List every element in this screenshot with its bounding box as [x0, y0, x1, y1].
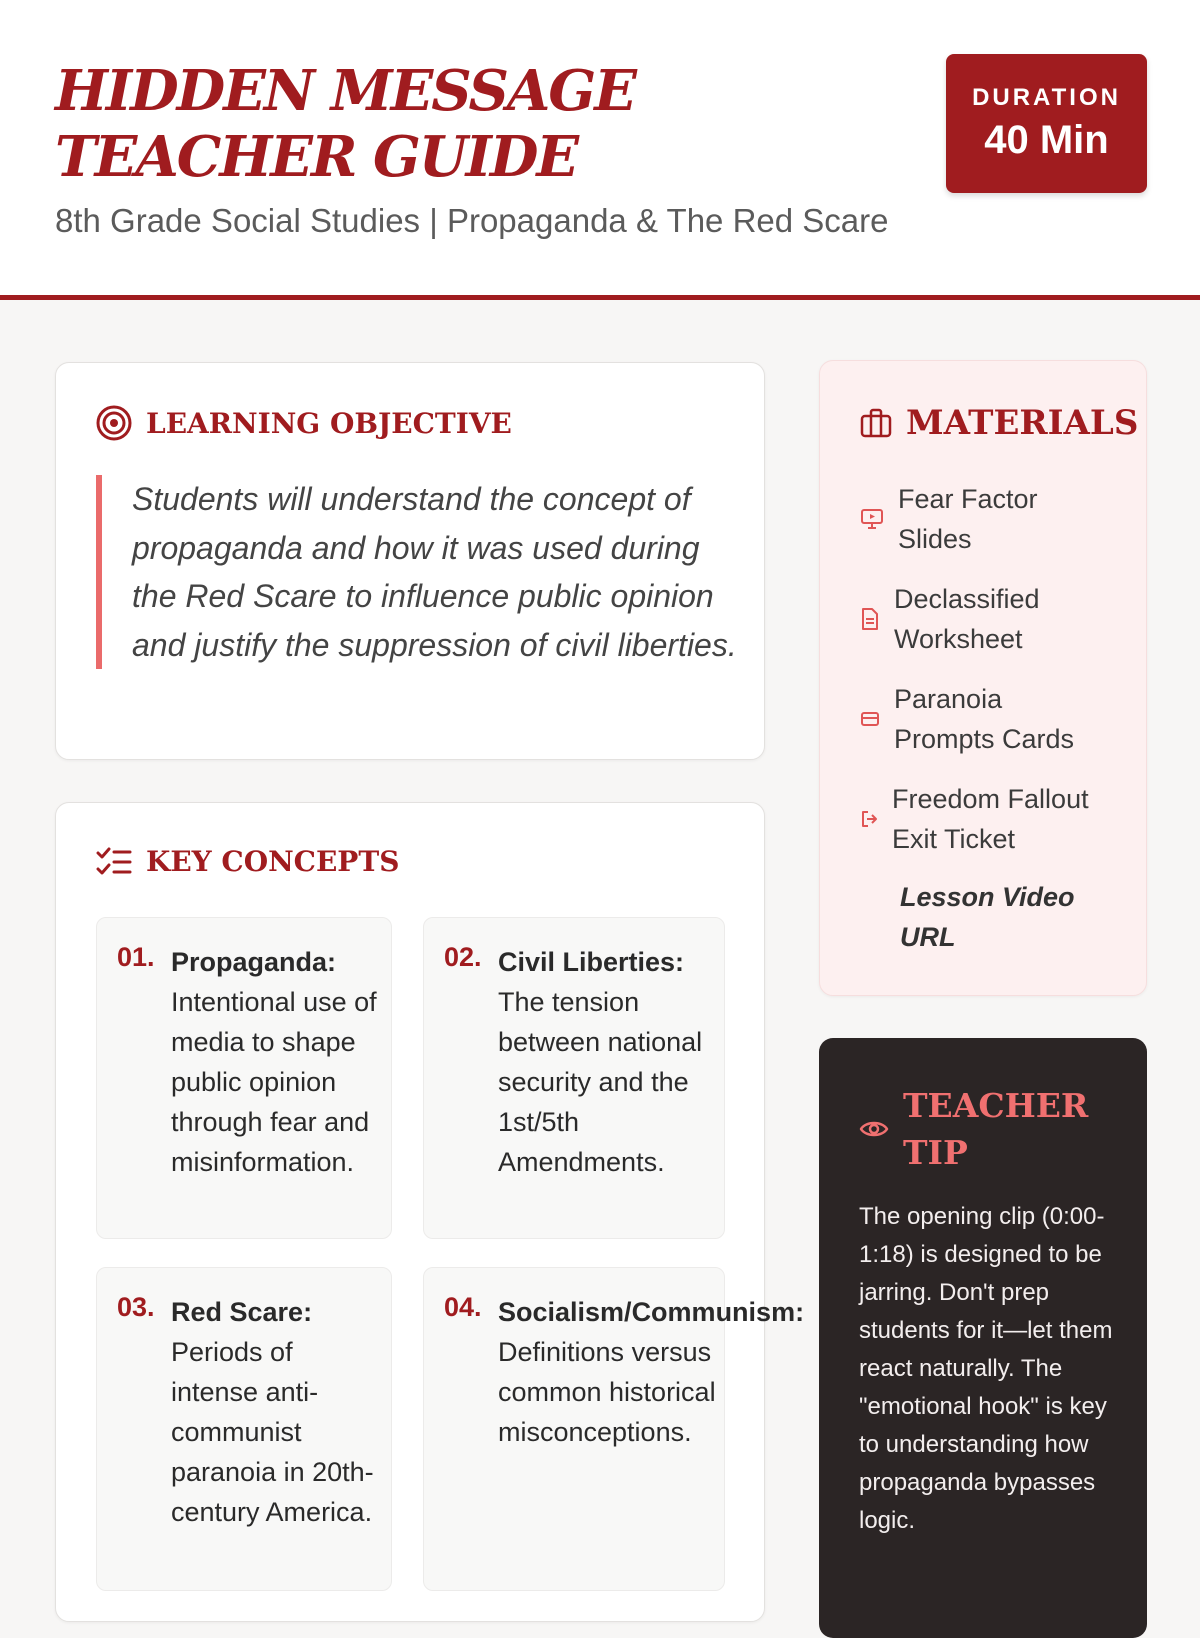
header: [0, 0, 1200, 300]
material-item: [860, 579, 1054, 659]
material-label: Fear Factor Slides: [898, 484, 1038, 554]
concept-description: The tension between national security and the 1st/5th Amendments.: [498, 987, 703, 1177]
duration-badge: [946, 54, 1147, 193]
concept-item: [96, 1267, 392, 1591]
presentation-icon: [860, 507, 884, 531]
concept-item: [423, 1267, 805, 1591]
page-title: HIDDEN MESSAGE TEACHER GUIDE: [55, 58, 635, 190]
concept-term: Propaganda:: [171, 947, 337, 977]
duration-label: DURATION: [972, 84, 1121, 111]
material-label: Paranoia Prompts Cards: [894, 684, 1075, 754]
concepts-heading: [96, 845, 399, 878]
target-icon: [96, 405, 132, 441]
material-label: Declassified Worksheet: [894, 584, 1040, 654]
materials-heading-text: MATERIALS: [906, 403, 1139, 443]
tip-heading-text: TEACHER TIP: [903, 1086, 1089, 1172]
concept-term: Socialism/Communism:: [498, 1297, 805, 1327]
material-item: [860, 479, 1048, 559]
card-icon: [860, 709, 880, 729]
briefcase-icon: [860, 408, 892, 438]
concept-number: 01.: [117, 942, 155, 972]
concepts-heading-text: KEY CONCEPTS: [146, 845, 400, 878]
duration-value: 40 Min: [984, 118, 1109, 162]
objective-heading-text: LEARNING OBJECTIVE: [146, 406, 512, 440]
concept-number: 02.: [444, 942, 482, 972]
learning-objective-card: [55, 362, 765, 760]
materials-card: [819, 360, 1147, 996]
material-item: [860, 679, 1094, 759]
document-icon: [860, 607, 880, 631]
tip-text: The opening clip (0:00-1:18) is designed to be jarring. Don't prep students for it—let them react naturally. The "emotional hook" is key to understanding how propaganda bypasses logic.: [859, 1203, 1113, 1534]
concept-item: [96, 917, 392, 1239]
objective-text: Students will understand the concept of propaganda and how it was used during the Red Scare to influence public opinion and justify the suppression of civil liberties.: [96, 475, 752, 669]
lesson-video-link[interactable]: Lesson Video URL: [900, 882, 1075, 952]
concept-number: 04.: [444, 1292, 482, 1322]
page-subtitle: 8th Grade Social Studies | Propaganda & The Red Scare: [55, 202, 889, 239]
material-item: [860, 779, 1102, 859]
teacher-tip-card: [819, 1038, 1147, 1638]
key-concepts-card: [55, 802, 805, 1622]
concept-description: Definitions versus common historical misconceptions.: [498, 1337, 716, 1447]
concept-description: Periods of intense anti-communist paranoia in 20th-century America.: [171, 1337, 374, 1527]
concept-description: Intentional use of media to shape public opinion through fear and misinformation.: [171, 987, 377, 1177]
concept-term: Civil Liberties:: [498, 947, 685, 977]
material-label: Freedom Fallout Exit Ticket: [892, 784, 1089, 854]
objective-heading: [96, 405, 512, 441]
materials-heading: [860, 403, 1138, 443]
concept-term: Red Scare:: [171, 1297, 313, 1327]
exit-icon: [860, 809, 878, 829]
concept-number: 03.: [117, 1292, 155, 1322]
checklist-icon: [96, 846, 132, 878]
tip-heading: [859, 1082, 1089, 1176]
concept-item: [423, 917, 725, 1239]
eye-icon: [859, 1118, 889, 1140]
